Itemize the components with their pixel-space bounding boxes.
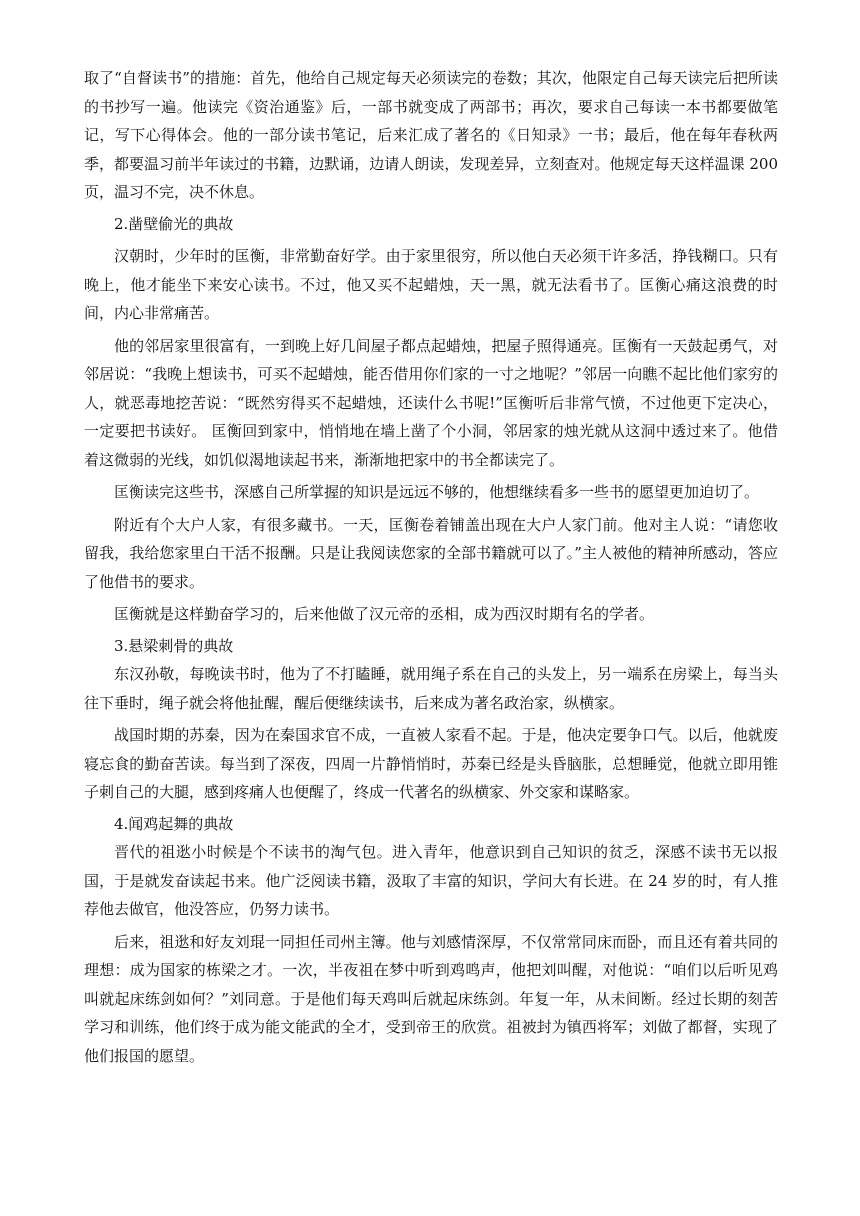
paragraph: 战国时期的苏秦，因为在秦国求官不成，一直被人家看不起。于是，他决定要争口气。以后，他就废寝忘食的勤奋苦读。每当到了深夜，四周一片静悄悄时，苏秦已经是头昏脑胀，总想睡觉，他就立即用锥子刺自己的大腿，感到疼痛人也便醒了，终成一代著名的纵横家、外交家和谋略家。 bbox=[84, 726, 778, 801]
paragraph: 他的邻居家里很富有，一到晚上好几间屋子都点起蜡烛，把屋子照得通亮。匡衡有一天鼓起勇气，对邻居说：“我晚上想读书，可买不起蜡烛，能否借用你们家的一寸之地呢？”邻居一向瞧不起比他们家穷的人，就恶毒地挖苦说：“既然穷得买不起蜡烛，还读什么书呢!”匡衡听后非常气愤，不过他更下定决心，一定要把书读好。 匡衡回到家中，悄悄地在墙上凿了个小洞，邻居家的烛光就从这洞中透过来了。他借着这微弱的光线，如饥似渴地读起书来，渐渐地把家中的书全都读完了。 bbox=[84, 336, 778, 469]
section-heading-xuan-liang-ci-gu: 3.悬梁刺骨的典故 bbox=[114, 636, 234, 655]
paragraph: 匡衡读完这些书，深感自己所掌握的知识是远远不够的，他想继续看多一些书的愿望更加迫切了。 bbox=[114, 483, 760, 501]
paragraph: 附近有个大户人家，有很多藏书。一天，匡衡卷着铺盖出现在大户人家门前。他对主人说：“请您收留我，我给您家里白干活不报酬。只是让我阅读您家的全部书籍就可以了。”主人被他的精神所感动，答应了他借书的要求。 bbox=[84, 515, 778, 591]
paragraph: 东汉孙敬，每晚读书时，他为了不打瞌睡，就用绳子系在自己的头发上，另一端系在房梁上，每当头往下垂时，绳子就会将他扯醒，醒后便继续读书，后来成为著名政治家，纵横家。 bbox=[84, 665, 778, 712]
intro-continuation-paragraph: 取了“自督读书”的措施：首先，他给自己规定每天必须读完的卷数；其次，他限定自己每天读完后把所读的书抄写一遍。他读完《资治通鉴》后，一部书就变成了两部书；再次，要求自己每读一本书都要做笔记，写下心得体会。他的一部分读书笔记，后来汇成了著名的《日知录》一书；最后，他在每年春秋两季，都要温习前半年读过的书籍，边默诵，边请人朗读，发现差异，立刻查对。他规定每天这样温课 200 页，温习不完，决不休息。 bbox=[84, 69, 778, 201]
paragraph: 晋代的祖逖小时候是个不读书的淘气包。进入青年，他意识到自己知识的贫乏，深感不读书无以报国，于是就发奋读起书来。他广泛阅读书籍，汲取了丰富的知识，学问大有长进。在 24 岁的时，有人推荐他去做官，他没答应，仍努力读书。 bbox=[84, 843, 778, 918]
document-page bbox=[84, 64, 778, 1070]
section-heading-zao-bi-tou-guang: 2.凿壁偷光的典故 bbox=[114, 214, 234, 233]
paragraph: 匡衡就是这样勤奋学习的，后来他做了汉元帝的丞相，成为西汉时期有名的学者。 bbox=[114, 605, 655, 623]
section-heading-wen-ji-qi-wu: 4.闻鸡起舞的典故 bbox=[114, 814, 234, 833]
paragraph: 后来，祖逖和好友刘琨一同担任司州主簿。他与刘感情深厚，不仅常常同床而卧，而且还有着共同的理想：成为国家的栋梁之才。一次，半夜祖在梦中听到鸡鸣声，他把刘叫醒，对他说：“咱们以后听见鸡叫就起床练剑如何？”刘同意。于是他们每天鸡叫后就起床练剑。年复一年，从未间断。经过长期的刻苦学习和训练，他们终于成为能文能武的全才，受到帝王的欣赏。祖被封为镇西将军；刘做了都督，实现了他们报国的愿望。 bbox=[84, 932, 778, 1065]
paragraph: 汉朝时，少年时的匡衡，非常勤奋好学。由于家里很穷，所以他白天必须干许多活，挣钱糊口。只有晚上，他才能坐下来安心读书。不过，他又买不起蜡烛，天一黑，就无法看书了。匡衡心痛这浪费的时间，内心非常痛苦。 bbox=[84, 247, 778, 322]
